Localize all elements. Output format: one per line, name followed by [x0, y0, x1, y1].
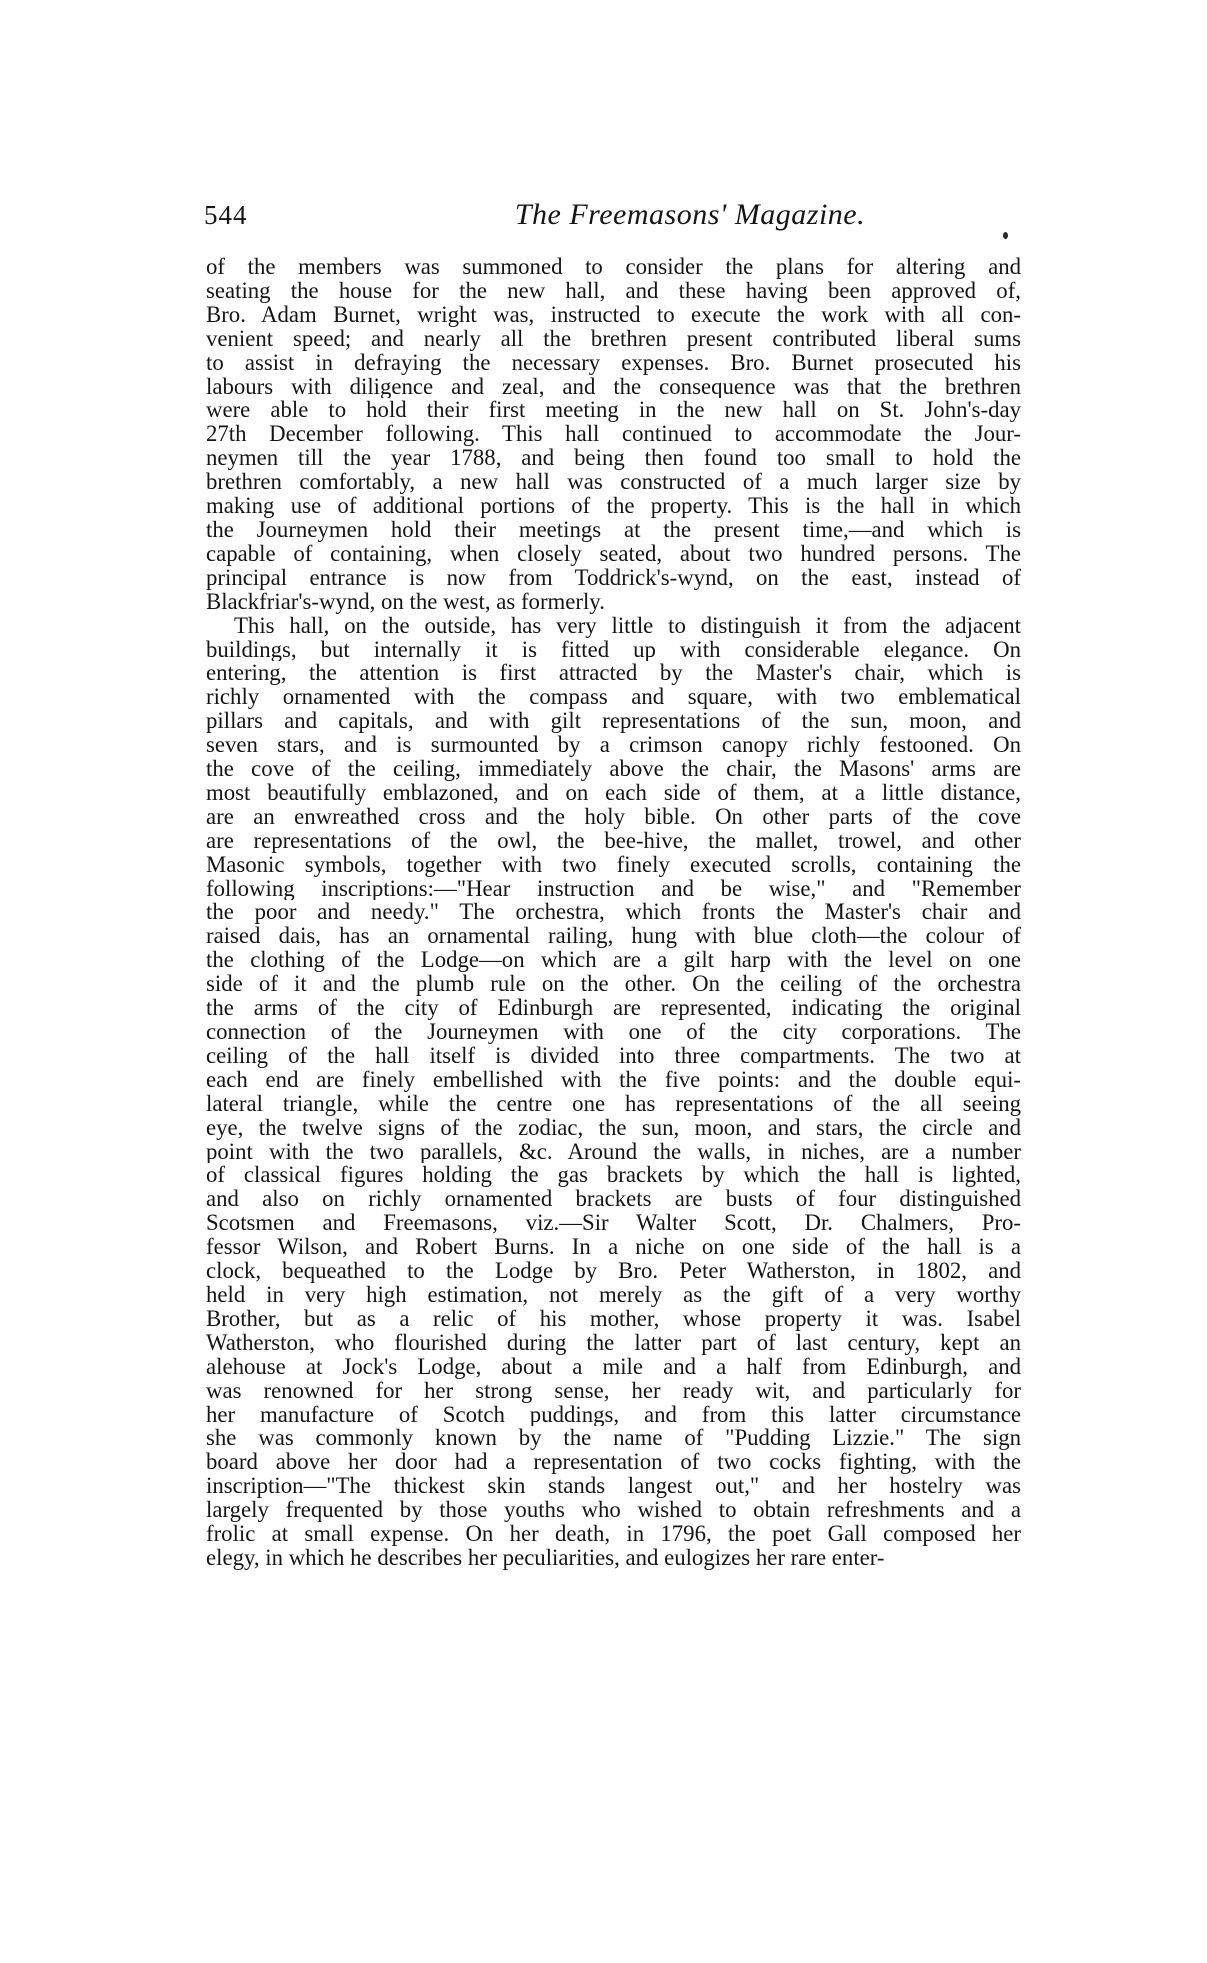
text-line: labours with diligence and zeal, and the consequence was that the brethren — [206, 374, 1021, 399]
text-line: board above her door had a representation of two cocks fighting, with the — [206, 1450, 1021, 1475]
text-line: principal entrance is now from Toddrick's-wynd, on the east, instead of — [206, 565, 1021, 590]
text-line: are an enwreathed cross and the holy bible. On other parts of the cove — [206, 804, 1021, 829]
text-line: she was commonly known by the name of "Pudding Lizzie." The sign — [206, 1426, 1021, 1451]
text-line: eye, the twelve signs of the zodiac, the sun, moon, and stars, the circle and — [206, 1115, 1021, 1140]
text-line: her manufacture of Scotch puddings, and from this latter circumstance — [206, 1402, 1021, 1427]
text-line: to assist in defraying the necessary expenses. Bro. Burnet prosecuted his — [206, 350, 1021, 375]
text-line: buildings, but internally it is fitted up with considerable elegance. On — [206, 637, 1021, 662]
text-line: the arms of the city of Edinburgh are represented, indicating the original — [206, 996, 1021, 1020]
text-line: capable of containing, when closely seated, about two hundred persons. The — [206, 541, 1021, 566]
text-line: entering, the attention is first attracted by the Master's chair, which is — [206, 661, 1021, 686]
text-line: raised dais, has an ornamental railing, hung with blue cloth—the colour of — [206, 924, 1021, 949]
text-line: inscription—"The thickest skin stands langest out," and her hostelry was — [206, 1474, 1021, 1499]
text-line: are representations of the owl, the bee-hive, the mallet, trowel, and other — [206, 828, 1021, 853]
text-line: Bro. Adam Burnet, wright was, instructed to execute the work with all con- — [206, 302, 1021, 327]
text-line: frolic at small expense. On her death, in 1796, the poet Gall composed her — [206, 1522, 1021, 1546]
text-line: Watherston, who flourished during the latter part of last century, kept an — [206, 1330, 1021, 1355]
text-line: connection of the Journeymen with one of the city corporations. The — [206, 1020, 1021, 1044]
text-line: of the members was summoned to consider the plans for altering and — [206, 255, 1021, 279]
text-line: side of it and the plumb rule on the other. On the ceiling of the orchestra — [206, 972, 1021, 997]
text-line: clock, bequeathed to the Lodge by Bro. Peter Watherston, in 1802, and — [206, 1259, 1021, 1283]
text-line: elegy, in which he describes her peculiarities, and eulogizes her rare enter- — [206, 1545, 885, 1570]
text-line: was renowned for her strong sense, her ready wit, and particularly for — [206, 1378, 1021, 1403]
text-line: neymen till the year 1788, and being then found too small to hold the — [206, 446, 1021, 471]
text-line: following inscriptions:—"Hear instruction and be wise," and "Remember — [206, 876, 1021, 901]
text-line: held in very high estimation, not merely as the gift of a very worthy — [206, 1282, 1021, 1307]
text-line: each end are finely embellished with the five points: and the double equi- — [206, 1067, 1021, 1092]
text-line: Blackfriar's-wynd, on the west, as formerly. — [206, 589, 605, 614]
text-line: were able to hold their first meeting in the new hall on St. John's-day — [206, 398, 1021, 423]
text-line: Brother, but as a relic of his mother, whose property it was. Isabel — [206, 1306, 1021, 1331]
text-line: most beautifully emblazoned, and on each side of them, at a little distance, — [206, 780, 1021, 805]
text-line: 27th December following. This hall continued to accommodate the Jour- — [206, 422, 1021, 447]
print-speck — [1003, 232, 1008, 239]
text-line: seating the house for the new hall, and these having been approved of, — [206, 278, 1021, 303]
text-line: the poor and needy." The orchestra, which fronts the Master's chair and — [206, 900, 1021, 925]
text-line: seven stars, and is surmounted by a crimson canopy richly festooned. On — [206, 733, 1021, 758]
text-line: largely frequented by those youths who wished to obtain refreshments and a — [206, 1498, 1021, 1523]
text-line: alehouse at Jock's Lodge, about a mile and a half from Edinburgh, and — [206, 1354, 1021, 1379]
text-line: venient speed; and nearly all the brethren present contributed liberal sums — [206, 326, 1021, 351]
text-line: fessor Wilson, and Robert Burns. In a niche on one side of the hall is a — [206, 1235, 1021, 1260]
text-line: pillars and capitals, and with gilt representations of the sun, moon, and — [206, 709, 1021, 734]
text-line: richly ornamented with the compass and square, with two emblematical — [206, 685, 1021, 710]
text-line: ceiling of the hall itself is divided into three compartments. The two at — [206, 1043, 1021, 1068]
text-line: the cove of the ceiling, immediately above the chair, the Masons' arms are — [206, 757, 1021, 781]
text-line: point with the two parallels, &c. Around the walls, in niches, are a number — [206, 1139, 1021, 1164]
text-line: Masonic symbols, together with two finely executed scrolls, containing the — [206, 852, 1021, 877]
text-line: Scotsmen and Freemasons, viz.—Sir Walter Scott, Dr. Chalmers, Pro- — [206, 1211, 1021, 1236]
text-line: making use of additional portions of the property. This is the hall in which — [206, 494, 1021, 518]
text-line: brethren comfortably, a new hall was constructed of a much larger size by — [206, 470, 1021, 495]
text-line: of classical figures holding the gas brackets by which the hall is lighted, — [206, 1163, 1021, 1188]
page-number: 544 — [204, 200, 248, 230]
text-line: lateral triangle, while the centre one has representations of the all seeing — [206, 1091, 1021, 1116]
text-line: This hall, on the outside, has very little to distinguish it from the adjacent — [234, 613, 1021, 638]
text-line: the clothing of the Lodge—on which are a gilt harp with the level on one — [206, 948, 1021, 973]
text-line: the Journeymen hold their meetings at the present time,—and which is — [206, 517, 1021, 542]
running-title: The Freemasons' Magazine. — [514, 198, 866, 231]
page-header — [204, 195, 1021, 235]
text-line: and also on richly ornamented brackets are busts of four distinguished — [206, 1187, 1021, 1212]
article-body — [206, 255, 1021, 1570]
